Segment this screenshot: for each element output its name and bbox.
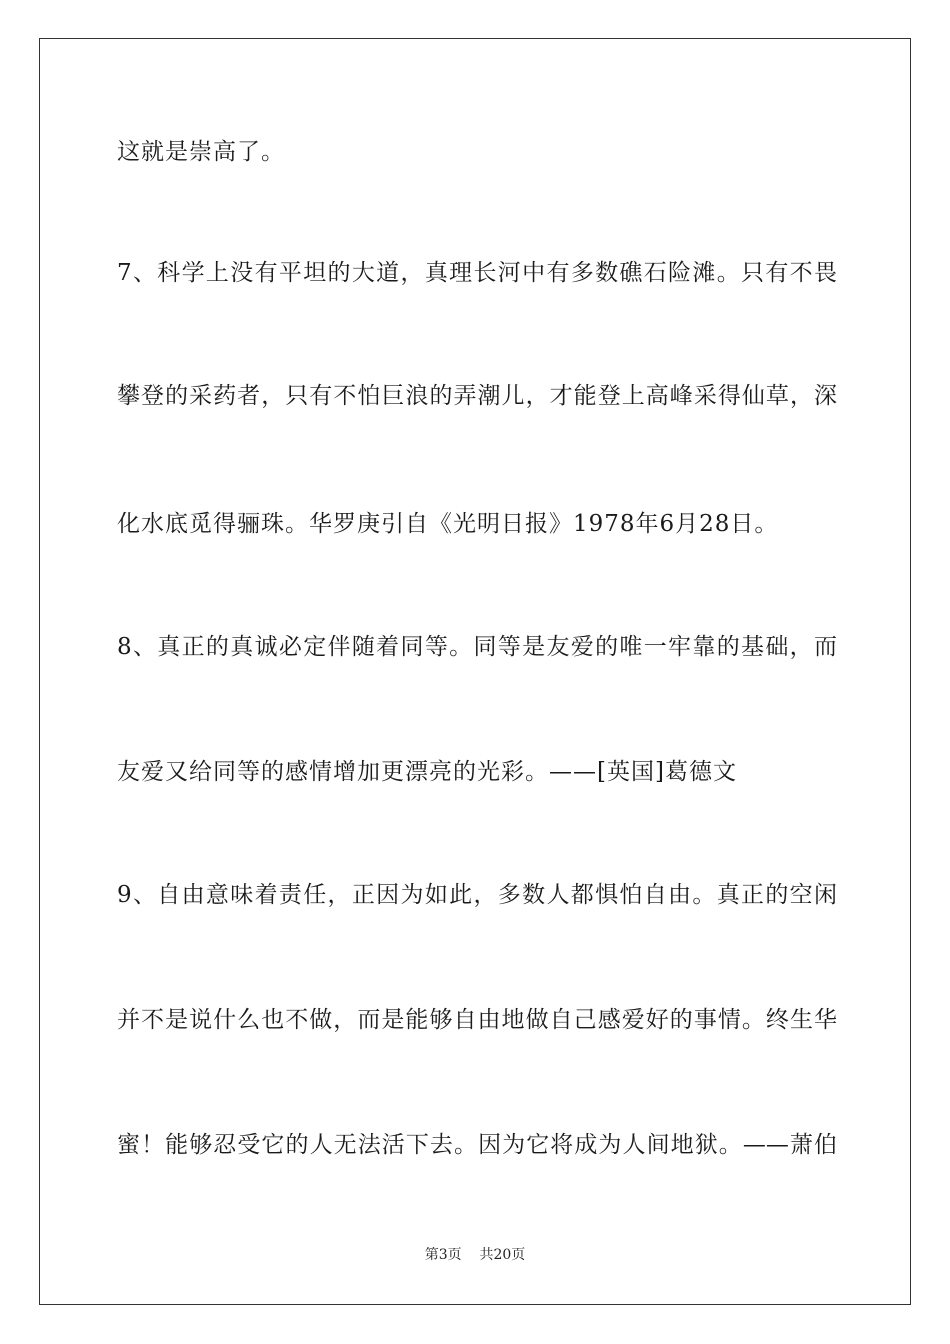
text-line-9: 蜜！能够忍受它的人无法活下去。因为它将成为人间地狱。——萧伯 xyxy=(117,1132,837,1158)
text-line-2: 7、科学上没有平坦的大道，真理长河中有多数礁石险滩。只有不畏 xyxy=(117,260,837,286)
text-line-4: 化水底觅得骊珠。华罗庚引自《光明日报》1978年6月28日。 xyxy=(117,511,779,537)
text-line-1: 这就是崇高了。 xyxy=(117,139,285,165)
text-line-7: 9、自由意味着责任，正因为如此，多数人都惧怕自由。真正的空闲 xyxy=(117,882,837,908)
text-line-3: 攀登的采药者，只有不怕巨浪的弄潮儿，才能登上高峰采得仙草，深 xyxy=(117,383,837,409)
text-line-5: 8、真正的真诚必定伴随着同等。同等是友爱的唯一牢靠的基础，而 xyxy=(117,634,837,660)
page-border xyxy=(39,38,911,1305)
text-line-8: 并不是说什么也不做，而是能够自由地做自己感爱好的事情。终生华 xyxy=(117,1007,837,1033)
page-footer xyxy=(0,1246,950,1264)
page-number: 第3页 xyxy=(424,1247,462,1263)
footer-spacer xyxy=(462,1247,480,1263)
text-line-6: 友爱又给同等的感情增加更漂亮的光彩。——[英国]葛德文 xyxy=(117,759,737,785)
page-total: 共20页 xyxy=(479,1247,526,1263)
